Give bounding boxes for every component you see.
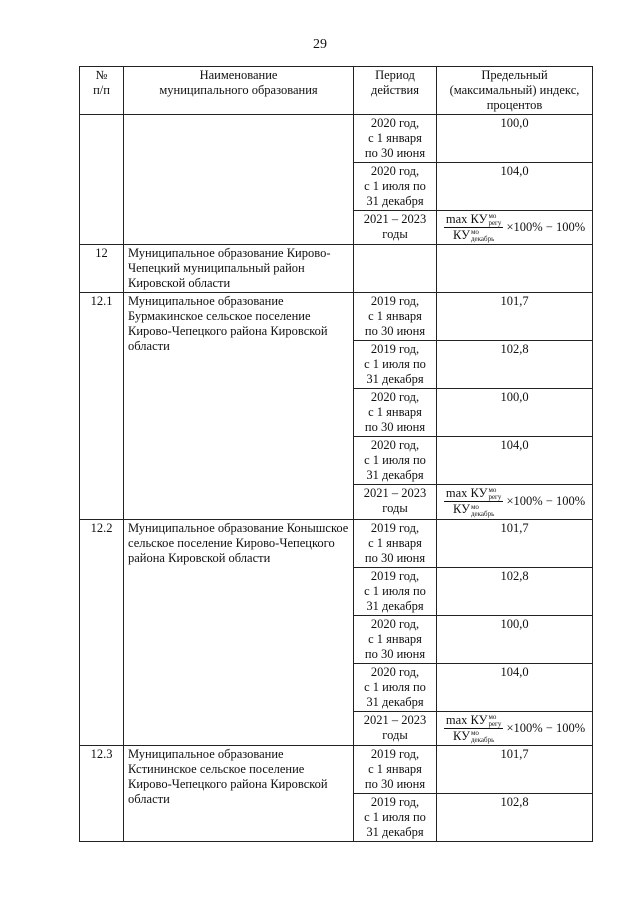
table-row	[80, 115, 593, 163]
index-value: 101,7	[437, 293, 593, 341]
index-value	[437, 245, 593, 293]
formula: max КУ мо регу КУ мо декабрь ×100% − 100%	[445, 712, 586, 744]
header-period: Период действия	[354, 67, 437, 115]
index-value: 104,0	[437, 663, 593, 711]
table-row	[80, 245, 593, 293]
municipality-name: Муниципальное образование Кирово-Чепецкий муниципальный район Кировской области	[124, 245, 354, 293]
period-cell: 2019 год, с 1 июля по 31 декабря	[354, 793, 437, 841]
municipality-name	[124, 115, 354, 245]
period-cell: 2021 – 2023 годы	[354, 485, 437, 519]
period-cell: 2019 год, с 1 января по 30 июня	[354, 519, 437, 567]
formula: max КУ мо регу КУ мо декабрь ×100% − 100%	[445, 486, 586, 518]
municipality-name: Муниципальное образование Кстининское сельское поселение Кирово-Чепецкого района Кировской области	[124, 745, 354, 841]
table-row	[80, 519, 593, 567]
period-cell: 2019 год, с 1 июля по 31 декабря	[354, 567, 437, 615]
row-number: 12.2	[80, 519, 124, 745]
header-name: Наименование муниципального образования	[124, 67, 354, 115]
index-value: 100,0	[437, 389, 593, 437]
period-cell: 2019 год, с 1 января по 30 июня	[354, 745, 437, 793]
table-row	[80, 745, 593, 793]
period-cell: 2020 год, с 1 июля по 31 декабря	[354, 663, 437, 711]
period-cell: 2019 год, с 1 июля по 31 декабря	[354, 341, 437, 389]
table-header-row	[80, 67, 593, 115]
index-value: 102,8	[437, 793, 593, 841]
index-value: 102,8	[437, 567, 593, 615]
row-number: 12.1	[80, 293, 124, 519]
period-cell: 2021 – 2023 годы	[354, 211, 437, 245]
index-value: 100,0	[437, 115, 593, 163]
header-index: Предельный (максимальный) индекс, процентов	[437, 67, 593, 115]
index-value: 101,7	[437, 519, 593, 567]
index-value: 102,8	[437, 341, 593, 389]
period-cell	[354, 245, 437, 293]
row-number: 12.3	[80, 745, 124, 841]
index-formula	[437, 485, 593, 519]
period-cell: 2020 год, с 1 января по 30 июня	[354, 615, 437, 663]
period-cell: 2019 год, с 1 января по 30 июня	[354, 293, 437, 341]
municipality-name: Муниципальное образование Бурмакинское сельское поселение Кирово-Чепецкого района Кировской области	[124, 293, 354, 519]
table-row	[80, 293, 593, 341]
formula: max КУ мо регу КУ мо декабрь ×100% − 100%	[445, 212, 586, 244]
index-value: 104,0	[437, 437, 593, 485]
header-num: № п/п	[80, 67, 124, 115]
period-cell: 2020 год, с 1 января по 30 июня	[354, 115, 437, 163]
index-value: 101,7	[437, 745, 593, 793]
index-formula	[437, 211, 593, 245]
index-value: 100,0	[437, 615, 593, 663]
index-formula	[437, 711, 593, 745]
municipality-name: Муниципальное образование Конышское сельское поселение Кирово-Чепецкого района Кировской области	[124, 519, 354, 745]
period-cell: 2020 год, с 1 июля по 31 декабря	[354, 437, 437, 485]
period-cell: 2020 год, с 1 июля по 31 декабря	[354, 163, 437, 211]
row-number	[80, 115, 124, 245]
row-number: 12	[80, 245, 124, 293]
tariff-index-table	[79, 66, 593, 842]
period-cell: 2020 год, с 1 января по 30 июня	[354, 389, 437, 437]
page-number: 29	[313, 37, 327, 52]
index-value: 104,0	[437, 163, 593, 211]
period-cell: 2021 – 2023 годы	[354, 711, 437, 745]
